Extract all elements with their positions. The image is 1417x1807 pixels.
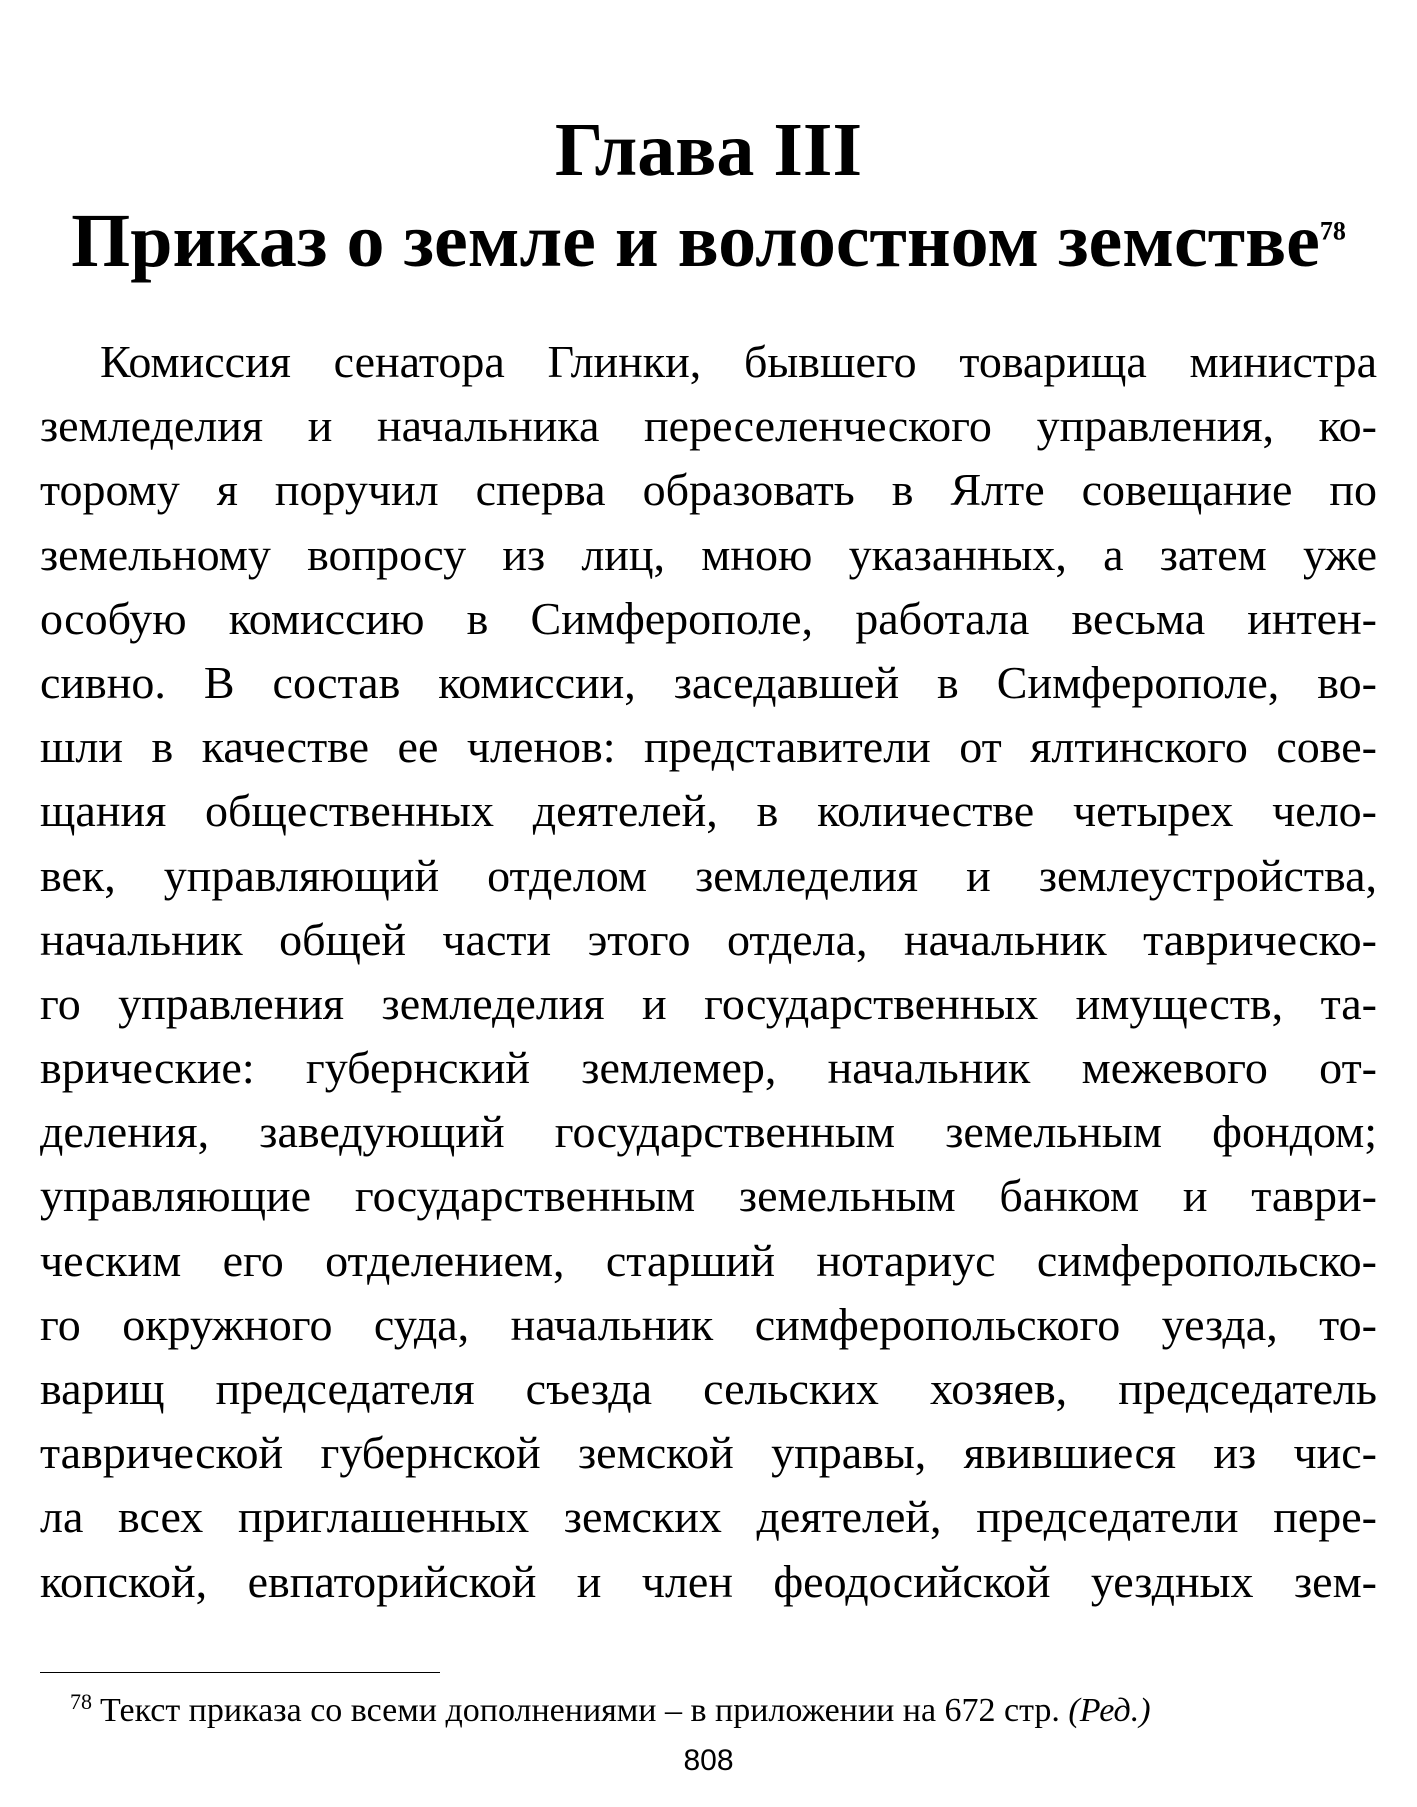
text-line: сивно. В состав комиссии, заседавшей в Симферополе, во- bbox=[40, 656, 1377, 708]
chapter-number: Глава III bbox=[554, 108, 863, 192]
page-number: 808 bbox=[683, 1744, 734, 1777]
text-line: щания общественных деятелей, в количестве четырех чело- bbox=[40, 785, 1377, 837]
text-line: особую комиссию в Симферополе, работала весьма интен- bbox=[40, 592, 1377, 644]
text-line: го окружного суда, начальник симферопольского уезда, то- bbox=[40, 1298, 1377, 1350]
body-paragraph bbox=[40, 330, 1377, 1614]
text-line: земельному вопросу из лиц, мною указанных, а затем уже bbox=[40, 528, 1377, 580]
chapter-title-text: Приказ о земле и волостном земстве bbox=[71, 199, 1320, 283]
footnote-divider bbox=[40, 1672, 440, 1673]
chapter-title bbox=[40, 196, 1377, 286]
footnote-number: 78 bbox=[70, 1688, 92, 1714]
text-line: управляющие государственным земельным банком и таври- bbox=[40, 1170, 1377, 1222]
footnote-editor-note: (Ред.) bbox=[1068, 1692, 1151, 1729]
text-line: копской, евпаторийской и член феодосийской уездных зем- bbox=[40, 1555, 1377, 1607]
footnote-text: Текст приказа со всеми дополнениями – в приложении на 672 стр. bbox=[100, 1692, 1060, 1729]
text-line: ла всех приглашенных земских деятелей, председатели пере- bbox=[40, 1491, 1377, 1543]
text-line: начальник общей части этого отдела, начальник таврическо- bbox=[40, 913, 1377, 965]
text-line: врические: губернский землемер, начальник межевого от- bbox=[40, 1042, 1377, 1094]
text-line: ческим его отделением, старший нотариус симферопольско- bbox=[40, 1234, 1377, 1286]
text-line: деления, заведующий государственным земельным фондом; bbox=[40, 1106, 1377, 1158]
footnote bbox=[70, 1690, 1151, 1732]
text-line: земледелия и начальника переселенческого управления, ко- bbox=[40, 400, 1377, 452]
footnote-reference[interactable]: 78 bbox=[1319, 216, 1346, 246]
text-line: варищ председателя съезда сельских хозяев, председатель bbox=[40, 1363, 1377, 1414]
text-line: торому я поручил сперва образовать в Ялте совещание по bbox=[40, 464, 1377, 516]
text-line: век, управляющий отделом земледелия и землеустройства, bbox=[40, 849, 1377, 901]
text-line: таврической губернской земской управы, явившиеся из чис- bbox=[40, 1427, 1377, 1479]
text-line: го управления земледелия и государственных имуществ, та- bbox=[40, 977, 1377, 1029]
text-line: шли в качестве ее членов: представители от ялтинского сове- bbox=[40, 721, 1377, 773]
text-line: Комиссия сенатора Глинки, бывшего товарища министра bbox=[100, 336, 1377, 387]
